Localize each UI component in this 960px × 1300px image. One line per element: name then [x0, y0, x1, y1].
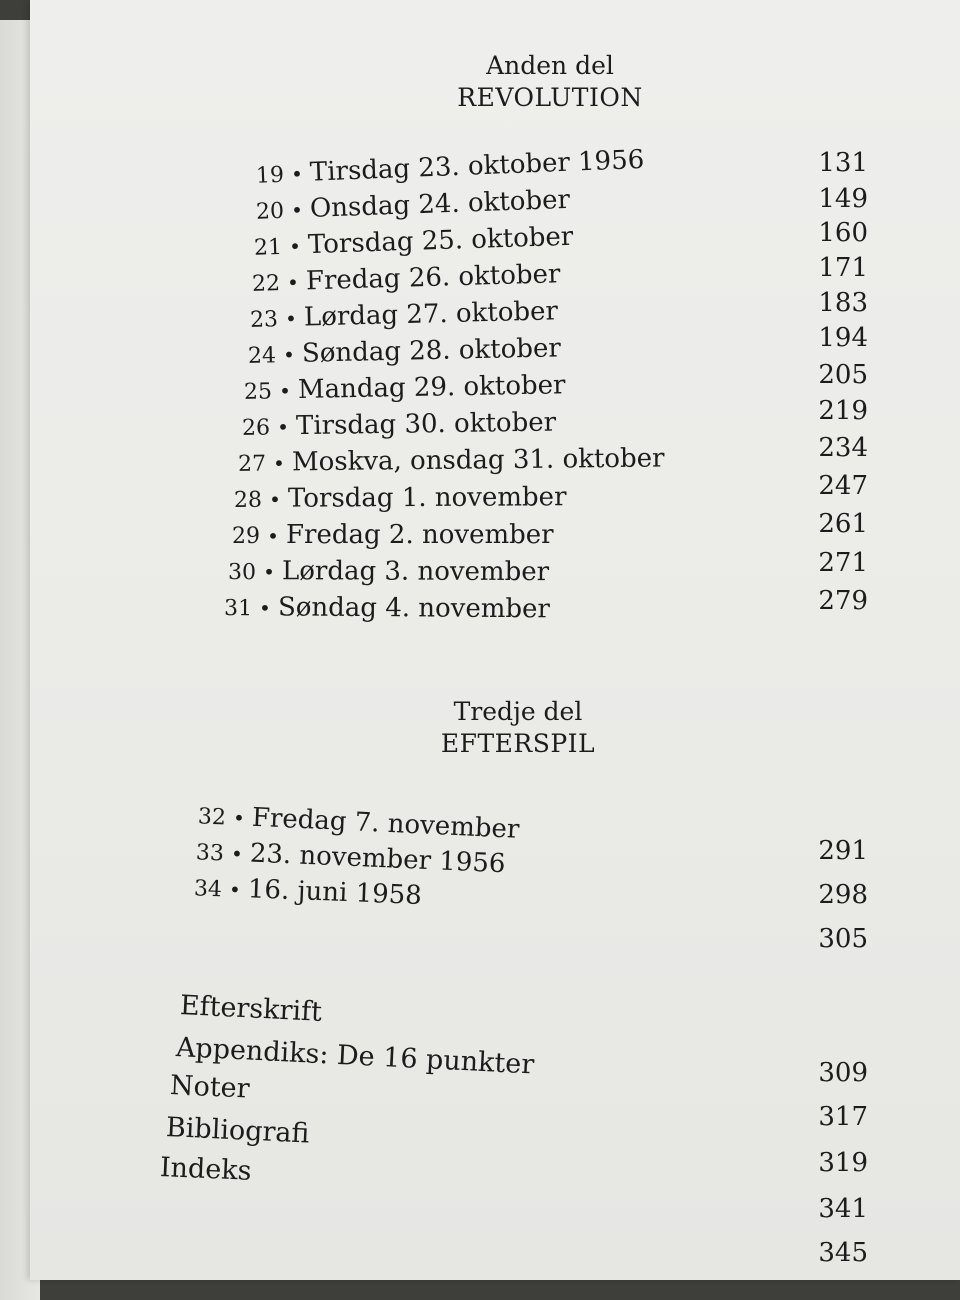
chapter-title: Mandag 29. oktober — [297, 370, 566, 405]
bullet-separator: • — [228, 877, 242, 903]
part-two-label: Anden del — [486, 51, 614, 80]
chapter-number: 29 — [232, 524, 260, 549]
chapter-number: 22 — [251, 271, 281, 297]
toc-entry — [232, 443, 665, 478]
back-matter-entry: Efterskrift — [179, 990, 323, 1028]
chapter-title: Torsdag 25. oktober — [307, 221, 574, 261]
chapter-title: 16. juni 1958 — [247, 874, 423, 911]
bullet-separator: • — [290, 161, 304, 187]
page-number: 341 — [818, 1194, 868, 1224]
chapter-number: 30 — [227, 560, 257, 586]
bullet-separator: • — [232, 805, 246, 831]
chapter-title: Onsdag 24. oktober — [309, 184, 571, 224]
bullet-separator: • — [278, 379, 292, 404]
chapter-number: 34 — [193, 876, 223, 903]
bullet-separator: • — [230, 841, 244, 867]
chapter-title: Moskva, onsdag 31. oktober — [291, 443, 665, 478]
chapter-number: 21 — [253, 234, 283, 261]
page-number: 183 — [818, 288, 868, 318]
page-number: 317 — [818, 1102, 868, 1132]
chapter-title: Lørdag 3. november — [281, 556, 550, 588]
chapter-number: 27 — [237, 451, 267, 477]
page-number: 261 — [818, 509, 868, 539]
chapter-number: 24 — [247, 343, 277, 369]
page-number: 298 — [818, 880, 868, 910]
chapter-title: 23. november 1956 — [249, 838, 506, 880]
page-number: 131 — [818, 148, 868, 178]
page-number: 291 — [818, 836, 868, 866]
page-number: 234 — [818, 433, 868, 463]
chapter-title: Torsdag 1. november — [287, 482, 567, 514]
page-number: 171 — [818, 253, 868, 283]
bullet-separator: • — [269, 487, 281, 512]
page-number: 205 — [818, 360, 868, 390]
back-matter-entry: Bibliografi — [165, 1112, 311, 1150]
chapter-title: Lørdag 27. oktober — [303, 296, 559, 333]
bullet-separator: • — [284, 306, 298, 331]
chapter-number: 20 — [255, 198, 285, 225]
toc-entry — [226, 520, 554, 550]
back-matter-entry: Indeks — [159, 1152, 253, 1187]
page-number: 271 — [818, 548, 868, 578]
chapter-number: 19 — [255, 162, 285, 189]
chapter-title: Søndag 28. oktober — [301, 333, 562, 369]
bullet-separator: • — [263, 560, 275, 585]
chapter-title: Fredag 7. november — [251, 802, 520, 845]
part-two-header — [400, 50, 700, 114]
chapter-number: 25 — [243, 379, 273, 405]
toc-entry — [236, 408, 556, 442]
bullet-separator: • — [282, 342, 296, 368]
bullet-separator: • — [259, 596, 271, 621]
bullet-separator: • — [290, 198, 304, 223]
toc-entry — [238, 370, 566, 406]
bullet-separator: • — [272, 451, 286, 476]
toc-entry — [222, 556, 549, 587]
chapter-number: 31 — [223, 596, 253, 622]
chapter-number: 23 — [249, 307, 279, 333]
page-number: 149 — [818, 184, 868, 214]
page-number: 279 — [818, 586, 868, 616]
page-number: 309 — [818, 1058, 868, 1088]
chapter-title: Tirsdag 30. oktober — [295, 407, 557, 442]
chapter-number: 28 — [233, 487, 263, 513]
toc-entry — [228, 482, 567, 514]
page-number: 305 — [818, 924, 868, 954]
part-three-header — [368, 696, 668, 760]
bullet-separator: • — [267, 524, 279, 548]
back-matter-entry: Appendiks: De 16 punkter — [175, 1032, 535, 1081]
page-number: 247 — [818, 471, 868, 501]
part-three-title: EFTERSPIL — [440, 729, 596, 758]
chapter-number: 33 — [195, 840, 225, 867]
page-number: 160 — [818, 218, 868, 248]
chapter-number: 26 — [241, 415, 271, 441]
back-matter-entry: Noter — [169, 1070, 251, 1105]
toc-entry — [218, 592, 550, 624]
chapter-title: Fredag 26. oktober — [305, 259, 561, 297]
part-two-title: REVOLUTION — [457, 83, 643, 112]
chapter-title: Fredag 2. november — [286, 520, 554, 550]
chapter-number: 32 — [197, 804, 227, 831]
bullet-separator: • — [286, 270, 300, 295]
page-number: 345 — [818, 1238, 868, 1268]
page-number: 194 — [818, 323, 868, 353]
page-number: 219 — [818, 396, 868, 426]
bullet-separator: • — [276, 415, 290, 440]
page-number: 319 — [818, 1148, 868, 1178]
part-three-label: Tredje del — [453, 697, 583, 726]
chapter-title: Tirsdag 23. oktober 1956 — [309, 144, 645, 188]
chapter-title: Søndag 4. november — [277, 592, 551, 625]
bullet-separator: • — [288, 234, 302, 259]
